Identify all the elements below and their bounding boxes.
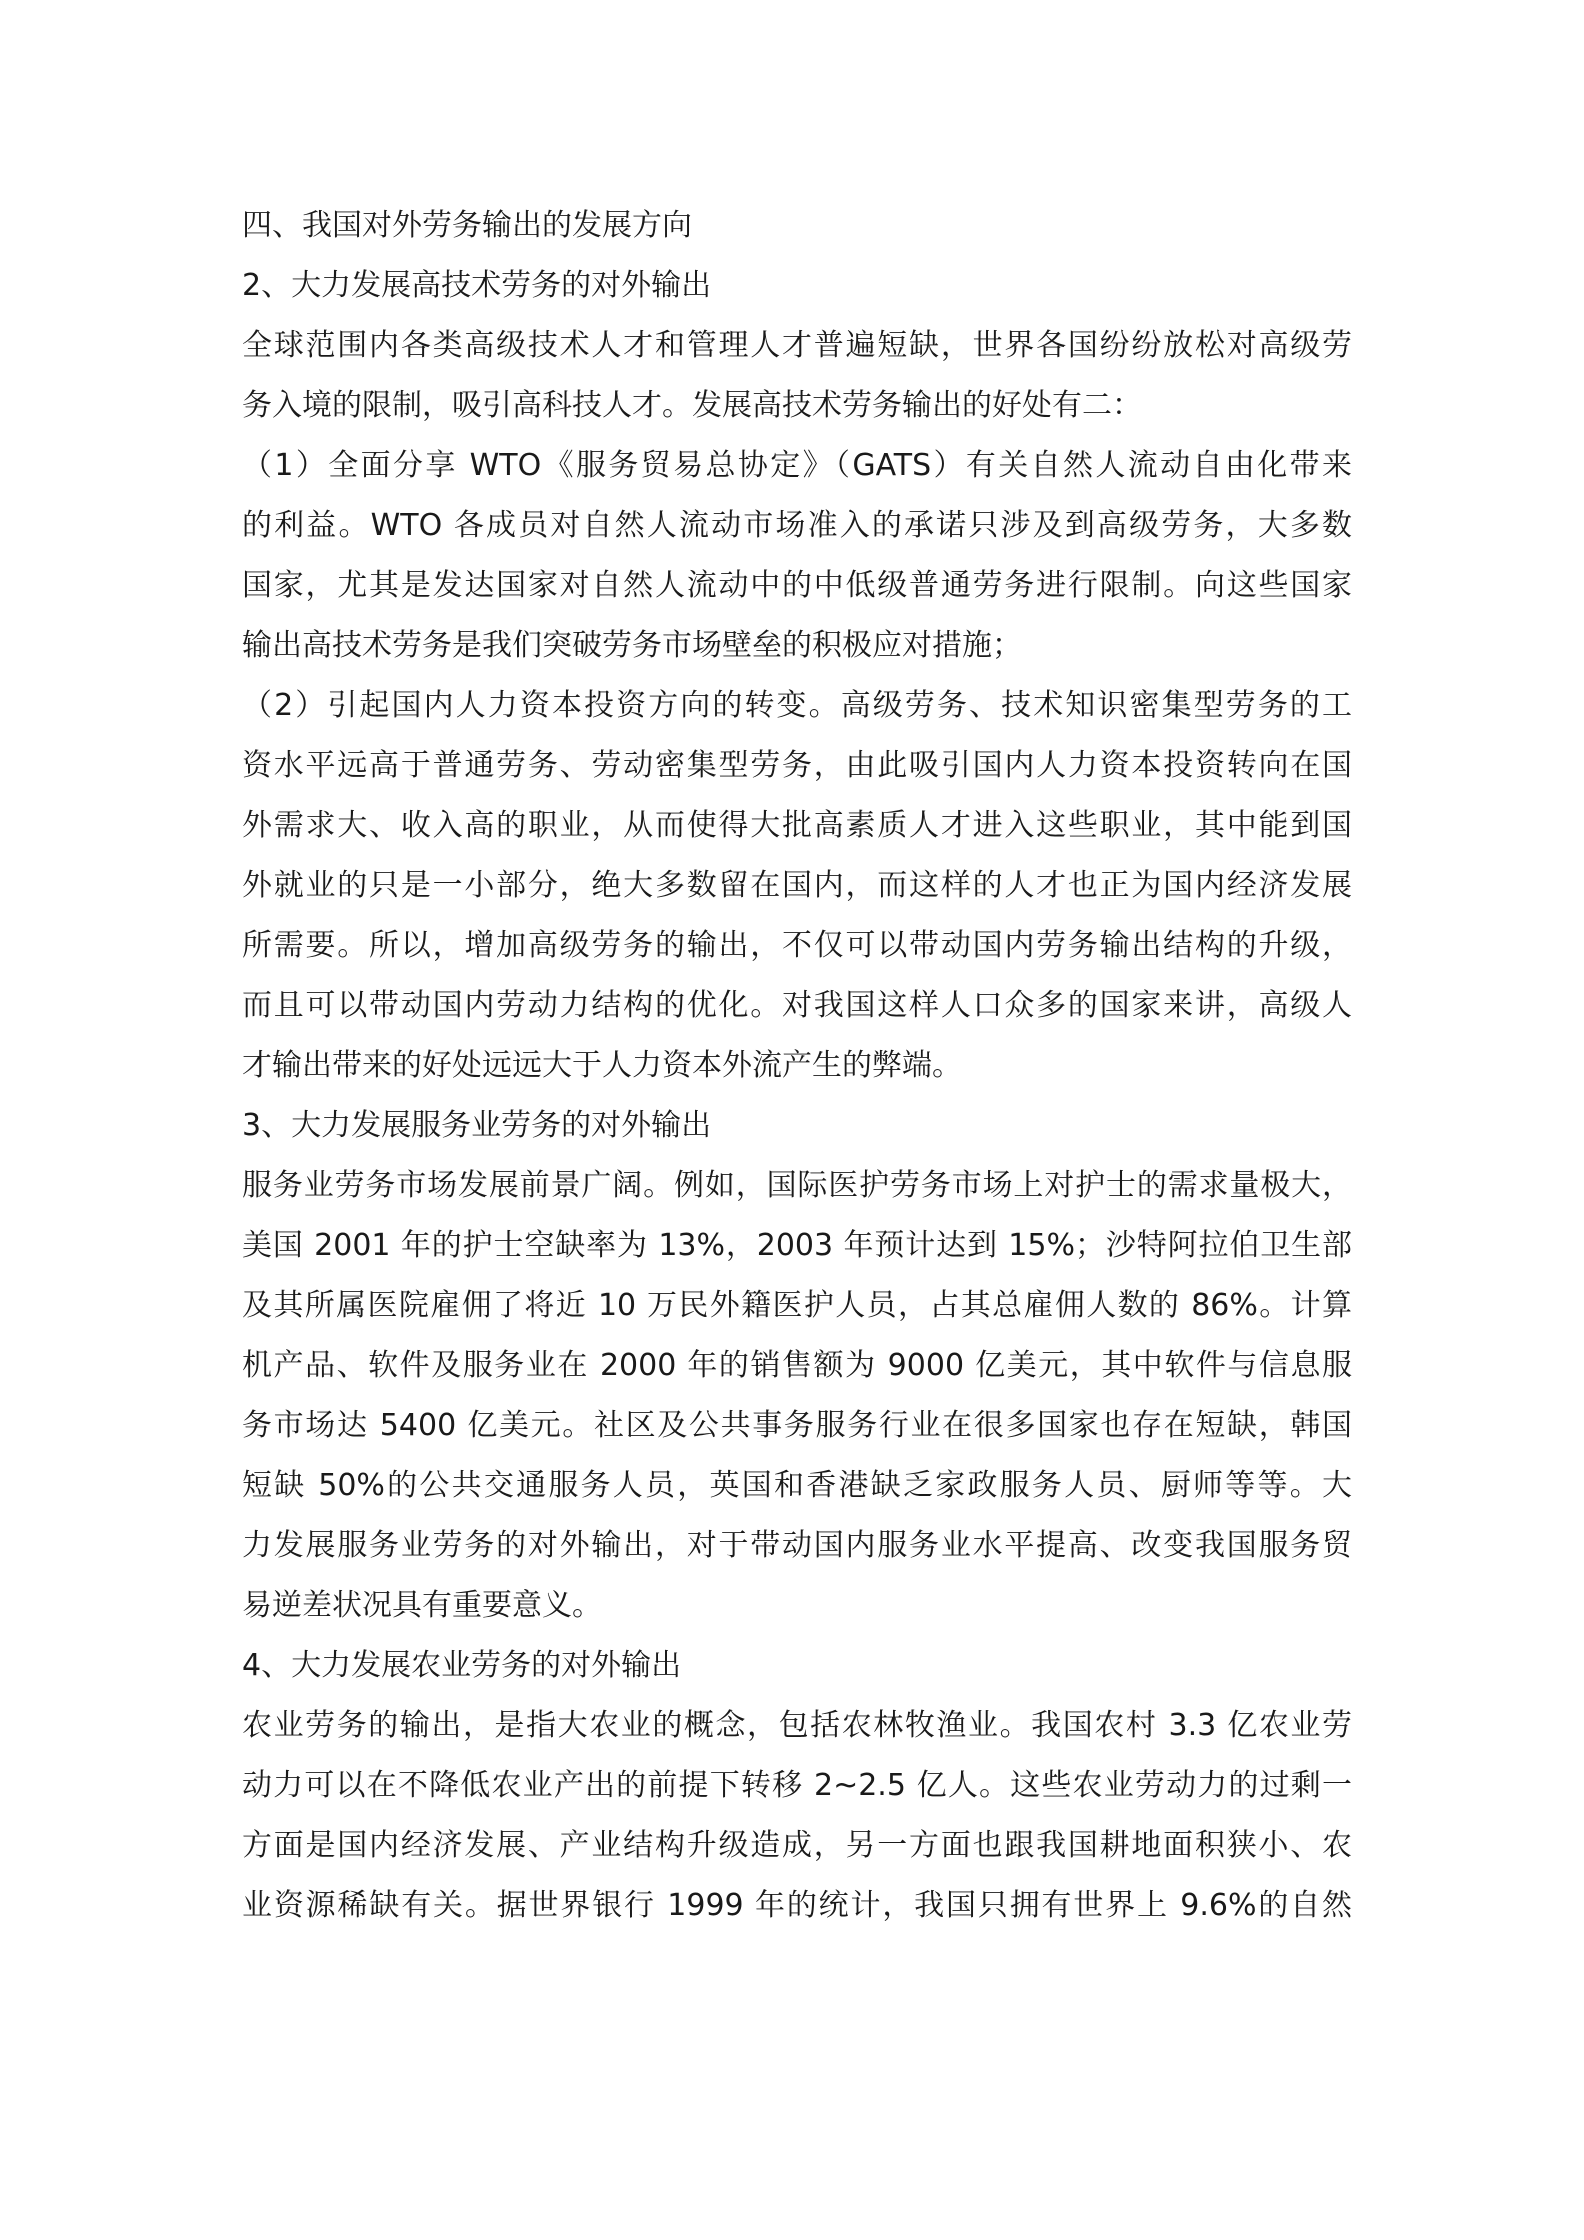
paragraph-line: 力发展服务业劳务的对外输出，对于带动国内服务业水平提高、改变我国服务贸 [242,1528,1352,1563]
paragraph-line: 动力可以在不降低农业产出的前提下转移 2~2.5 亿人。这些农业劳动力的过剩一 [242,1768,1352,1803]
paragraph-line: 业资源稀缺有关。据世界银行 1999 年的统计，我国只拥有世界上 9.6%的自然 [242,1888,1352,1923]
paragraph-line: 才输出带来的好处远远大于人力资本外流产生的弊端。 [242,1048,962,1083]
paragraph-line: 短缺 50%的公共交通服务人员，英国和香港缺乏家政服务人员、厨师等等。大 [242,1468,1352,1503]
paragraph-line: 的利益。WTO 各成员对自然人流动市场准入的承诺只涉及到高级劳务，大多数 [242,508,1352,543]
paragraph-line: 全球范围内各类高级技术人才和管理人才普遍短缺，世界各国纷纷放松对高级劳 [242,328,1352,363]
paragraph-line: 外需求大、收入高的职业，从而使得大批高素质人才进入这些职业，其中能到国 [242,808,1352,843]
paragraph-line: 美国 2001 年的护士空缺率为 13%，2003 年预计达到 15%；沙特阿拉伯卫生部 [242,1228,1352,1263]
paragraph-line: 国家，尤其是发达国家对自然人流动中的中低级普通劳务进行限制。向这些国家 [242,568,1352,603]
subsection-title-2: 2、大力发展高技术劳务的对外输出 [242,268,712,303]
section-title: 四、我国对外劳务输出的发展方向 [242,208,692,243]
paragraph-line: 农业劳务的输出，是指大农业的概念，包括农林牧渔业。我国农村 3.3 亿农业劳 [242,1708,1352,1743]
paragraph-line: 所需要。所以，增加高级劳务的输出，不仅可以带动国内劳务输出结构的升级， [242,928,1352,963]
paragraph-line: 资水平远高于普通劳务、劳动密集型劳务，由此吸引国内人力资本投资转向在国 [242,748,1352,783]
paragraph-line: 服务业劳务市场发展前景广阔。例如，国际医护劳务市场上对护士的需求量极大， [242,1168,1352,1203]
paragraph-line: （2）引起国内人力资本投资方向的转变。高级劳务、技术知识密集型劳务的工 [242,688,1352,723]
paragraph-line: 务入境的限制，吸引高科技人才。发展高技术劳务输出的好处有二： [242,388,1142,423]
document-body [242,196,1352,1936]
paragraph-line: 方面是国内经济发展、产业结构升级造成，另一方面也跟我国耕地面积狭小、农 [242,1828,1352,1863]
paragraph-line: 易逆差状况具有重要意义。 [242,1588,602,1623]
paragraph-line: 外就业的只是一小部分，绝大多数留在国内，而这样的人才也正为国内经济发展 [242,868,1352,903]
paragraph-line: 输出高技术劳务是我们突破劳务市场壁垒的积极应对措施； [242,628,1022,663]
paragraph-line: 务市场达 5400 亿美元。社区及公共事务服务行业在很多国家也存在短缺，韩国 [242,1408,1352,1443]
paragraph-line: 而且可以带动国内劳动力结构的优化。对我国这样人口众多的国家来讲，高级人 [242,988,1352,1023]
paragraph-line: （1）全面分享 WTO《服务贸易总协定》（GATS）有关自然人流动自由化带来 [242,448,1352,483]
subsection-title-3: 3、大力发展服务业劳务的对外输出 [242,1108,712,1143]
subsection-title-4: 4、大力发展农业劳务的对外输出 [242,1648,682,1683]
paragraph-line: 及其所属医院雇佣了将近 10 万民外籍医护人员，占其总雇佣人数的 86%。计算 [242,1288,1352,1323]
paragraph-line: 机产品、软件及服务业在 2000 年的销售额为 9000 亿美元，其中软件与信息服 [242,1348,1352,1383]
